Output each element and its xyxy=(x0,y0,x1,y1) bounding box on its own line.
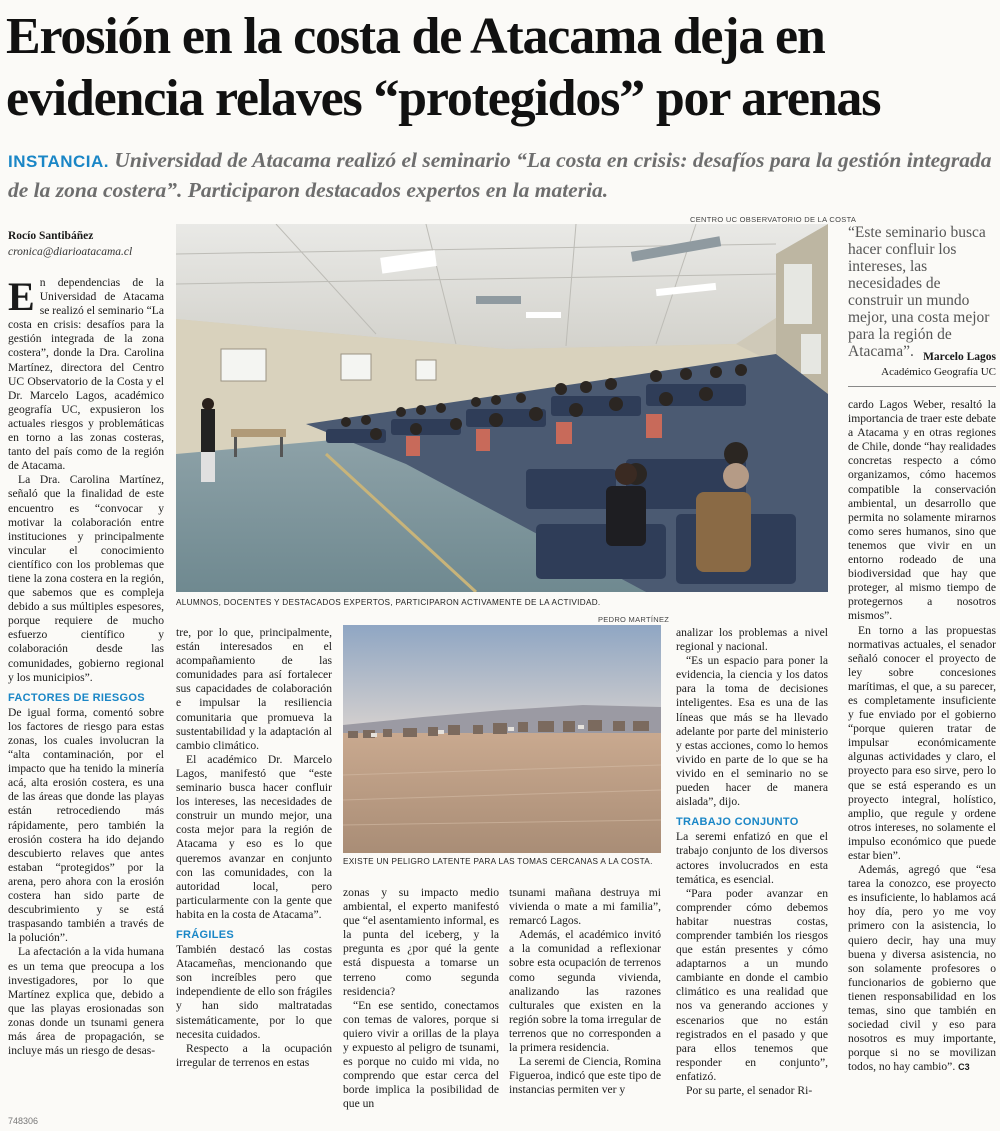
article-paragraph: El académico Dr. Marcelo Lagos, manifestó que “este seminario busca hacer confluir los intereses, las necesidades de construir un mundo mejor, una costa mejor para la región de Atacama y eso es lo que queremos avanzar en conjunto con las comunidades, con la autoridad local, pero particularmente con la gente que habita en la costa de Atacama”. xyxy=(176,752,332,921)
article-column-4 xyxy=(509,886,661,1121)
article-paragraph: La afectación a la vida humana es un tema que preocupa a los investigadores, por lo que Martínez explica que, debido a que las playas erosionadas son zonas donde un tsunami genera más área de propagación, se incluye más un riesgo de desas- xyxy=(8,945,164,1058)
photo1-caption: ALUMNOS, DOCENTES Y DESTACADOS EXPERTOS, PARTICIPARON ACTIVAMENTE DE LA ACTIVIDAD. xyxy=(176,598,601,607)
article-paragraph: “Es un espacio para poner la evidencia, la ciencia y los datos para la toma de decisiones inteligentes. Esa es una de las líneas que más se ha llevado adelante por parte del ministerio y estas acciones, como lo hemos vivido en parte de lo que se ha vivido en el seminario no se pueden hacer de manera aislada”, dijo. xyxy=(676,654,828,809)
article-paragraph: tsunami mañana destruya mi vivienda o mate a mi familia”, remarcó Lagos. xyxy=(509,886,661,928)
article-paragraph: También destacó las costas Atacameñas, mencionando que son increíbles pero que independiente de ello son frágiles y han sido maltratadas sistemáticamente, por lo que necesita cuidados. xyxy=(176,943,332,1041)
article-paragraph: La seremi enfatizó en que el trabajo conjunto de los diversos actores involucrados en esta temática, es esencial. xyxy=(676,830,828,886)
pull-quote: “Este seminario busca hacer confluir los intereses, las necesidades de construir un mundo mejor, una costa mejor para la región de Atacama”. xyxy=(848,224,990,360)
dropcap: E xyxy=(8,276,35,319)
subhead-kicker: INSTANCIA. xyxy=(8,152,110,171)
article-paragraph: En dependencias de la Universidad de Atacama se realizó el seminario “La costa en crisis: desafíos para la gestión integrada de la zona costera”, donde la Dra. Carolina Martínez, directora del Centro UC Observatorio de la Costa y el Dr. Marcelo Lagos, académico geografía UC, expusieron los actuales riesgos y problemáticas en torno a las zonas costeras, tanto del país como de la región de Atacama. xyxy=(8,276,164,473)
auditorium-photo xyxy=(176,224,828,592)
article-paragraph: Respecto a la ocupación irregular de terrenos en estas xyxy=(176,1041,332,1069)
article-paragraph: La Dra. Carolina Martínez, señaló que la finalidad de este encuentro es “convocar y motivar la colaboración entre instituciones y principalmente vincular el conocimiento científico con los problemas que tiene la zona costera en la región, que sabemos que es compleja debido a sus múltiples espesores, porque requiere de mucho esfuerzo científico y colaboración desde las comunidades, gobierno regional y los municipios”. xyxy=(8,473,164,684)
article-paragraph: “Para poder avanzar en comprender cómo debemos habitar nuestras costas, comprender también los riesgos que están presentes y cómo adaptarnos a un mundo cambiante en donde el cambio climático es una realidad que nos va generando acciones y escenarios que no están registrados en el pasado y que para ellos tenemos que responder en conjunto”, enfatizó. xyxy=(676,886,828,1083)
end-mark: C3 xyxy=(958,1062,970,1073)
article-paragraph: En torno a las propuestas normativas actuales, el senador señaló conocer el proyecto de ley sobre concesiones marítimas, el que, a su parecer, es completamente insuficiente y fue enviado por el gobierno “porque quieren tratar de impulsar económicamente algunas actividades y claro, el proyecto para eso sirve, pero lo que se está esperando es un proyecto integral, holístico, amplio, que regule y ordene otros intereses, no solamente el impulso económico que puede estar bien”. xyxy=(848,623,996,862)
byline xyxy=(8,228,132,260)
quote-divider xyxy=(848,386,996,387)
article-paragraph: Además, agregó que “esa tarea la conozco, ese proyecto es insuficiente, lo hablamos acá hoy día, pero yo me voy primero con la asistencia, lo quiero decir, hay una muy buena y diversa asistencia, no son solamente profesores o funcionarios de gobierno que tienen responsabilidad en los temas, sino que también en sociedad civil y eso para nosotros es muy importante, porque si no se movilizan todos, no hay cambio”. C3 xyxy=(848,863,996,1074)
article-column-6 xyxy=(848,398,996,1121)
article-paragraph: La seremi de Ciencia, Romina Figueroa, indicó que este tipo de instancias permiten ver y xyxy=(509,1055,661,1097)
byline-name: Rocío Santibáñez xyxy=(8,230,94,242)
byline-email: cronica@diarioatacama.cl xyxy=(8,246,133,258)
article-paragraph: Por su parte, el senador Ri- xyxy=(686,1084,813,1097)
quote-role: Académico Geografía UC xyxy=(881,366,996,378)
article-paragraph: cardo Lagos Weber, resaltó la importancia de traer este debate a Atacama y en otras regiones de Chile, donde “hay realidades concretas respecto a cómo organizamos, cómo hacemos compatible la conservación ambiental, un desarrollo que permita no solamente mirarnos como seres humanos, sino que tenemos que vivir en un entorno rodeado de una biodiversidad que hay que proteger, al mismo tiempo de protegernos a nosotros mismos”. xyxy=(848,398,996,623)
quote-author: Marcelo Lagos xyxy=(923,351,996,363)
section-heading: FRÁGILES xyxy=(176,928,235,941)
article-column-1 xyxy=(8,276,164,1116)
section-heading: FACTORES DE RIESGOS xyxy=(8,691,145,704)
article-paragraph: De igual forma, comentó sobre los factores de riesgo para estas zonas, los cuales involucran la “alta contaminación, por el impacto que ha tenido la minería acá, alta erosión costera, es una de las áreas que donde las playas están retrocediendo más rápidamente, pero también la erosión costera ha ido dejando descubierto relaves que antes estaban “protegidos” por la arena, pero ahora con la erosión costera han sido parte de descubrimiento y se está traspasando también a través de la polución”. xyxy=(8,705,164,945)
photo2-credit: PEDRO MARTÍNEZ xyxy=(598,615,670,624)
article-paragraph: tre, por lo que, principalmente, están interesados en el acompañamiento de las comunidades para así fortalecer sus capacidades de colaboración e impulsar la resiliencia comunitaria que promueva la sustentabilidad y la adaptación al cambio climático. xyxy=(176,626,332,752)
auditorium-illustration xyxy=(176,224,828,592)
article-paragraph: “En ese sentido, conectamos con temas de valores, porque si quiero vivir a orillas de la playa y expuesto al peligro de tsunami, es porque no cuido mi vida, no comprendo que estar cerca del borde implica la posibilidad de que un xyxy=(343,998,499,1111)
coast-photo xyxy=(343,625,661,853)
subhead xyxy=(8,146,993,204)
headline: Erosión en la costa de Atacama deja en evidencia relaves “protegidos” por arenas xyxy=(6,8,881,127)
photo2-caption: EXISTE UN PELIGRO LATENTE PARA LAS TOMAS CERCANAS A LA COSTA. xyxy=(343,857,653,866)
coast-illustration xyxy=(343,625,661,853)
article-column-3 xyxy=(343,886,499,1121)
article-paragraph: Además, el académico invitó a la comunidad a reflexionar sobre esta ocupación de terrenos como segunda vivienda, analizando las razones culturales que existen en la región sobre la toma irregular de terrenos que no corresponden a la primera residencia. xyxy=(509,928,661,1055)
section-heading: TRABAJO CONJUNTO xyxy=(676,816,799,829)
article-paragraph: analizar los problemas a nivel regional y nacional. xyxy=(676,626,828,654)
page-code: 748306 xyxy=(8,1116,39,1126)
article-paragraph: zonas y su impacto medio ambiental, el experto manifestó que “el asentamiento informal, es la punta del iceberg, y la pregunta es ¿por qué la gente está dispuesta a tomarse un terreno como segunda residencia? xyxy=(343,886,499,998)
subhead-text: Universidad de Atacama realizó el seminario “La costa en crisis: desafíos para la gestión integrada de la zona costera”. Participaron destacados expertos en la materia. xyxy=(8,148,992,202)
article-column-5 xyxy=(676,626,828,1121)
photo1-credit: CENTRO UC OBSERVATORIO DE LA COSTA xyxy=(690,215,857,224)
article-column-2 xyxy=(176,626,332,1121)
